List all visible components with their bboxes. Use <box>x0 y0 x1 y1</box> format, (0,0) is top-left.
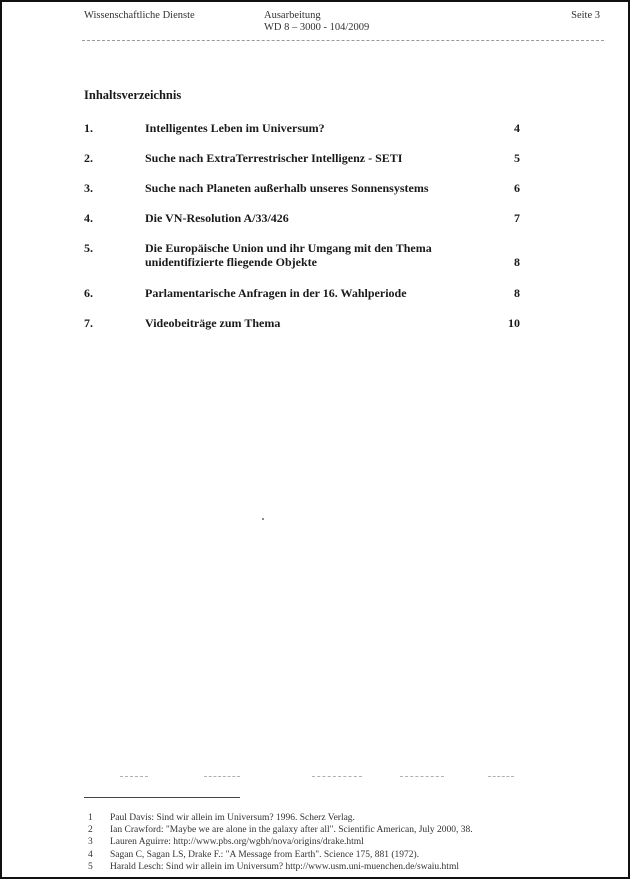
toc-entry-page: 5 <box>514 151 520 165</box>
toc-entry-page: 10 <box>508 316 520 330</box>
toc-entry-page: 7 <box>514 211 520 225</box>
toc-entry-title-line1: Die Europäische Union und ihr Umgang mit den Thema <box>145 241 432 255</box>
header-page-number: Seite 3 <box>571 10 600 21</box>
footnote-number: 1 <box>88 813 93 823</box>
footnote-number: 5 <box>88 861 93 872</box>
toc-entry-title: Parlamentarische Anfragen in der 16. Wahlperiode <box>145 286 407 300</box>
header-divider <box>82 40 604 41</box>
toc-title: Inhaltsverzeichnis <box>84 88 182 102</box>
toc-entry-number: 6. <box>84 286 93 300</box>
scan-mark <box>488 776 514 778</box>
footnote-2 <box>84 824 604 836</box>
toc-entry-number: 1. <box>84 121 93 135</box>
footnote-3 <box>84 836 604 848</box>
footnote-text: Lauren Aguirre: http://www.pbs.org/wgbh/nova/origins/drake.html <box>110 837 364 848</box>
footnote-5 <box>84 861 604 873</box>
header-document-id <box>264 10 369 34</box>
footnote-divider <box>84 797 240 798</box>
scan-mark <box>204 776 240 778</box>
footnote-text: Ian Crawford: "Maybe we are alone in the galaxy after all". Scientific American, July 2000, 38. <box>110 825 473 836</box>
footnote-number: 3 <box>88 837 93 848</box>
toc-entry-page: 8 <box>514 286 520 300</box>
toc-entry-number: 5. <box>84 241 93 255</box>
footnote-text: Harald Lesch: Sind wir allein im Universum? http://www.usm.uni-muenchen.de/swaiu.html <box>110 861 459 872</box>
scan-mark <box>312 776 362 778</box>
toc-entry-title: Suche nach ExtraTerrestrischer Intelligenz - SETI <box>145 151 403 165</box>
scan-speck <box>262 518 264 520</box>
header-document-type: Ausarbeitung <box>264 10 321 21</box>
toc-entry-title-line2: unidentifizierte fliegende Objekte <box>145 255 317 269</box>
toc-entry-page: 4 <box>514 121 520 135</box>
toc-entry-number: 2. <box>84 151 93 165</box>
footnote-1 <box>84 812 604 824</box>
footnote-number: 2 <box>88 825 93 836</box>
toc-entry-title: Suche nach Planeten außerhalb unseres Sonnensystems <box>145 181 429 195</box>
toc-entry-number: 4. <box>84 211 93 225</box>
toc-entry-number: 3. <box>84 181 93 195</box>
scan-mark <box>400 776 444 778</box>
scan-mark <box>120 776 148 778</box>
toc-entry-page: 8 <box>514 255 520 269</box>
footnote-4 <box>84 849 604 861</box>
toc-entry-title: Videobeiträge zum Thema <box>145 316 281 330</box>
footnote-list <box>84 812 604 873</box>
header-institution: Wissenschaftliche Dienste <box>84 10 195 21</box>
toc-entry-title: Die VN-Resolution A/33/426 <box>145 211 289 225</box>
toc-entry-page: 6 <box>514 181 520 195</box>
footnote-number: 4 <box>88 849 93 860</box>
toc-entry-number: 7. <box>84 316 93 330</box>
footnote-text: Paul Davis: Sind wir allein im Universum? 1996. Scherz Verlag. <box>110 813 355 823</box>
footnote-text: Sagan C, Sagan LS, Drake F.: "A Message from Earth". Science 175, 881 (1972). <box>110 849 420 860</box>
toc-entry-title: Intelligentes Leben im Universum? <box>145 121 325 135</box>
header-reference-number: WD 8 – 3000 - 104/2009 <box>264 22 370 33</box>
toc-entry-title <box>145 241 485 269</box>
